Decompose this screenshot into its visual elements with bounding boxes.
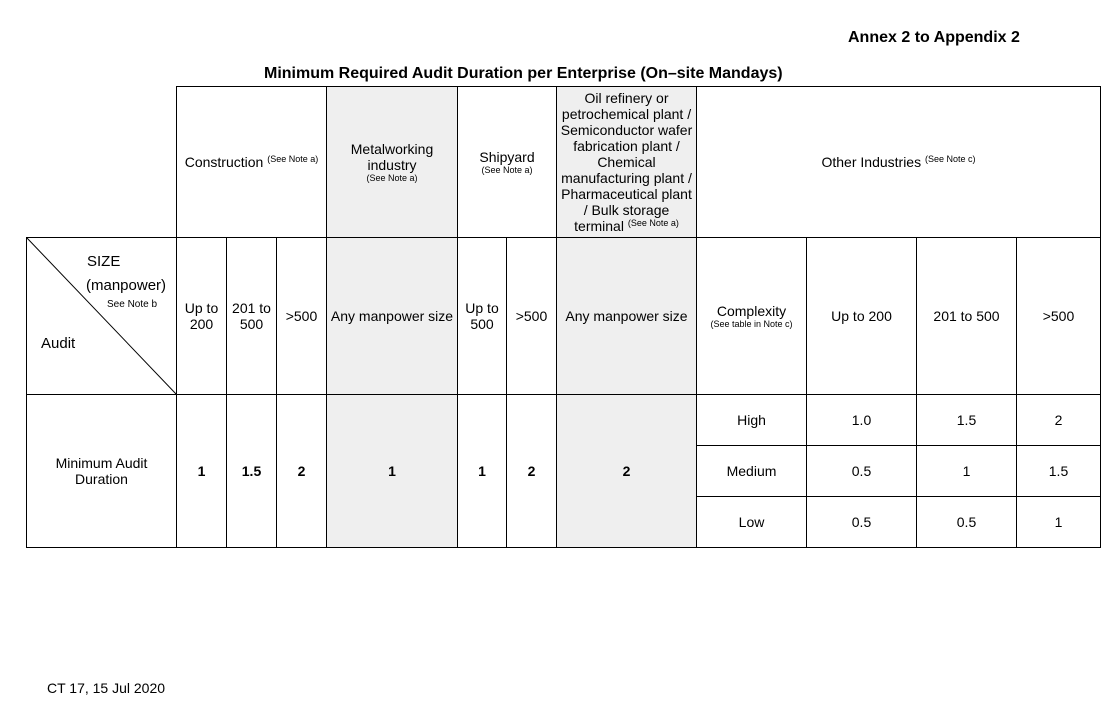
metalworking-value: 1 <box>327 395 458 548</box>
other-high-201-500: 1.5 <box>917 395 1017 446</box>
audit-label: Audit <box>41 335 76 352</box>
construction-size-up-to-200: Up to 200 <box>177 238 227 395</box>
header-oil-refinery: Oil refinery or petrochemical plant / Semiconductor wafer fabrication plant / Chemical manufacturing plant / Pharmaceutical plant / Bulk storage terminal $^{(See Note a)}$ <box>557 87 697 238</box>
size-label: SIZE <box>87 253 121 270</box>
other-high-over-500: 2 <box>1017 395 1101 446</box>
construction-value-over-500: 2 <box>277 395 327 548</box>
other-high-up-to-200: 1.0 <box>807 395 917 446</box>
header-metalworking: Metalworking industry (See Note a) <box>327 87 458 238</box>
size-audit-corner <box>27 238 177 395</box>
oil-size-any: Any manpower size <box>557 238 697 395</box>
other-medium-over-500: 1.5 <box>1017 446 1101 497</box>
complexity-header: Complexity (See table in Note c) <box>697 238 807 395</box>
note-b-label: See Note b <box>107 299 158 310</box>
other-medium-up-to-200: 0.5 <box>807 446 917 497</box>
complexity-medium: Medium <box>697 446 807 497</box>
manpower-label: (manpower) <box>86 277 167 294</box>
other-size-up-to-200: Up to 200 <box>807 238 917 395</box>
shipyard-size-over-500: >500 <box>507 238 557 395</box>
size-row <box>27 238 1101 395</box>
shipyard-value-up-to-500: 1 <box>458 395 507 548</box>
header-construction: Construction $^{(See Note a)}$ <box>177 87 327 238</box>
construction-value-201-500: 1.5 <box>227 395 277 548</box>
complexity-high: High <box>697 395 807 446</box>
other-medium-201-500: 1 <box>917 446 1017 497</box>
header-other-industries: Other Industries $^{(See Note c)}$ <box>697 87 1101 238</box>
row-label-min-audit-duration: Minimum Audit Duration <box>27 395 177 548</box>
empty-corner <box>27 87 177 238</box>
metalworking-size-any: Any manpower size <box>327 238 458 395</box>
oil-value: 2 <box>557 395 697 548</box>
other-low-201-500: 0.5 <box>917 497 1017 548</box>
annex-label: Annex 2 to Appendix 2 <box>848 29 1020 46</box>
construction-size-201-500: 201 to 500 <box>227 238 277 395</box>
shipyard-size-up-to-500: Up to 500 <box>458 238 507 395</box>
header-shipyard: Shipyard (See Note a) <box>458 87 557 238</box>
complexity-low: Low <box>697 497 807 548</box>
category-row <box>27 87 1101 238</box>
other-low-over-500: 1 <box>1017 497 1101 548</box>
table-title: Minimum Required Audit Duration per Enterprise (On–site Mandays) <box>264 65 783 82</box>
other-size-over-500: >500 <box>1017 238 1101 395</box>
construction-value-up-to-200: 1 <box>177 395 227 548</box>
footer-reference: CT 17, 15 Jul 2020 <box>47 680 166 696</box>
table-row <box>27 395 1101 446</box>
other-size-201-500: 201 to 500 <box>917 238 1017 395</box>
audit-duration-table <box>26 86 1101 548</box>
other-low-up-to-200: 0.5 <box>807 497 917 548</box>
construction-size-over-500: >500 <box>277 238 327 395</box>
shipyard-value-over-500: 2 <box>507 395 557 548</box>
